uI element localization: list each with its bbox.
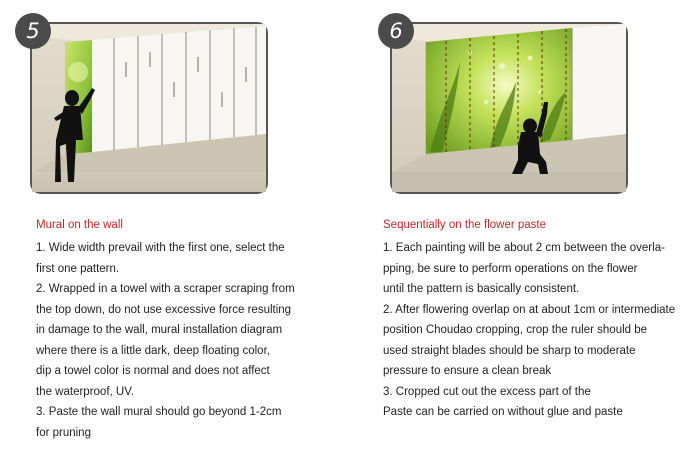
caption-line: the top down, do not use excessive force resulting [36, 303, 292, 316]
caption-line: position Choudao cropping, crop the ruler should be [383, 324, 648, 336]
caption-line: first one pattern. [36, 262, 120, 275]
caption-line: in damage to the wall, mural installation diagram [36, 324, 283, 336]
step-number-badge: 6 [378, 13, 414, 49]
caption-line: pressure to ensure a clean break [383, 365, 552, 377]
caption-flower-paste [383, 218, 683, 423]
caption-title: Sequentially on the flower paste [383, 219, 547, 231]
caption-line: until the pattern is basically consistent. [383, 283, 580, 295]
caption-line: 3. Paste the wall mural should go beyond 1-2cm [36, 406, 282, 418]
caption-line: 3. Cropped cut out the excess part of the [383, 385, 591, 398]
caption-line: the waterproof, UV. [36, 385, 135, 398]
caption-line: 1. Wide width prevail with the first one, select the [36, 242, 285, 254]
caption-line: 2. After flowering overlap on at about 1cm or intermediate [383, 303, 676, 316]
caption-line: 2. Wrapped in a towel with a scraper scraping from [36, 283, 295, 295]
caption-line: where there is a little dark, deep floating color, [36, 344, 270, 357]
caption-mural-on-wall [36, 218, 336, 443]
caption-line: 1. Each painting will be about 2 cm between the overla- [383, 242, 665, 254]
caption-line: Paste can be carried on without glue and paste [383, 406, 623, 418]
room-illustration-flower-paste [390, 22, 628, 194]
caption-title: Mural on the wall [36, 219, 123, 231]
caption-line: for pruning [36, 426, 91, 439]
room-illustration-mural [30, 22, 268, 194]
step-number-badge: 5 [15, 13, 51, 49]
caption-line: pping, be sure to perform operations on the flower [383, 262, 638, 275]
caption-line: used straight blades should be sharp to moderate [383, 344, 636, 357]
caption-line: dip a towel color is normal and does not affect [36, 365, 270, 377]
